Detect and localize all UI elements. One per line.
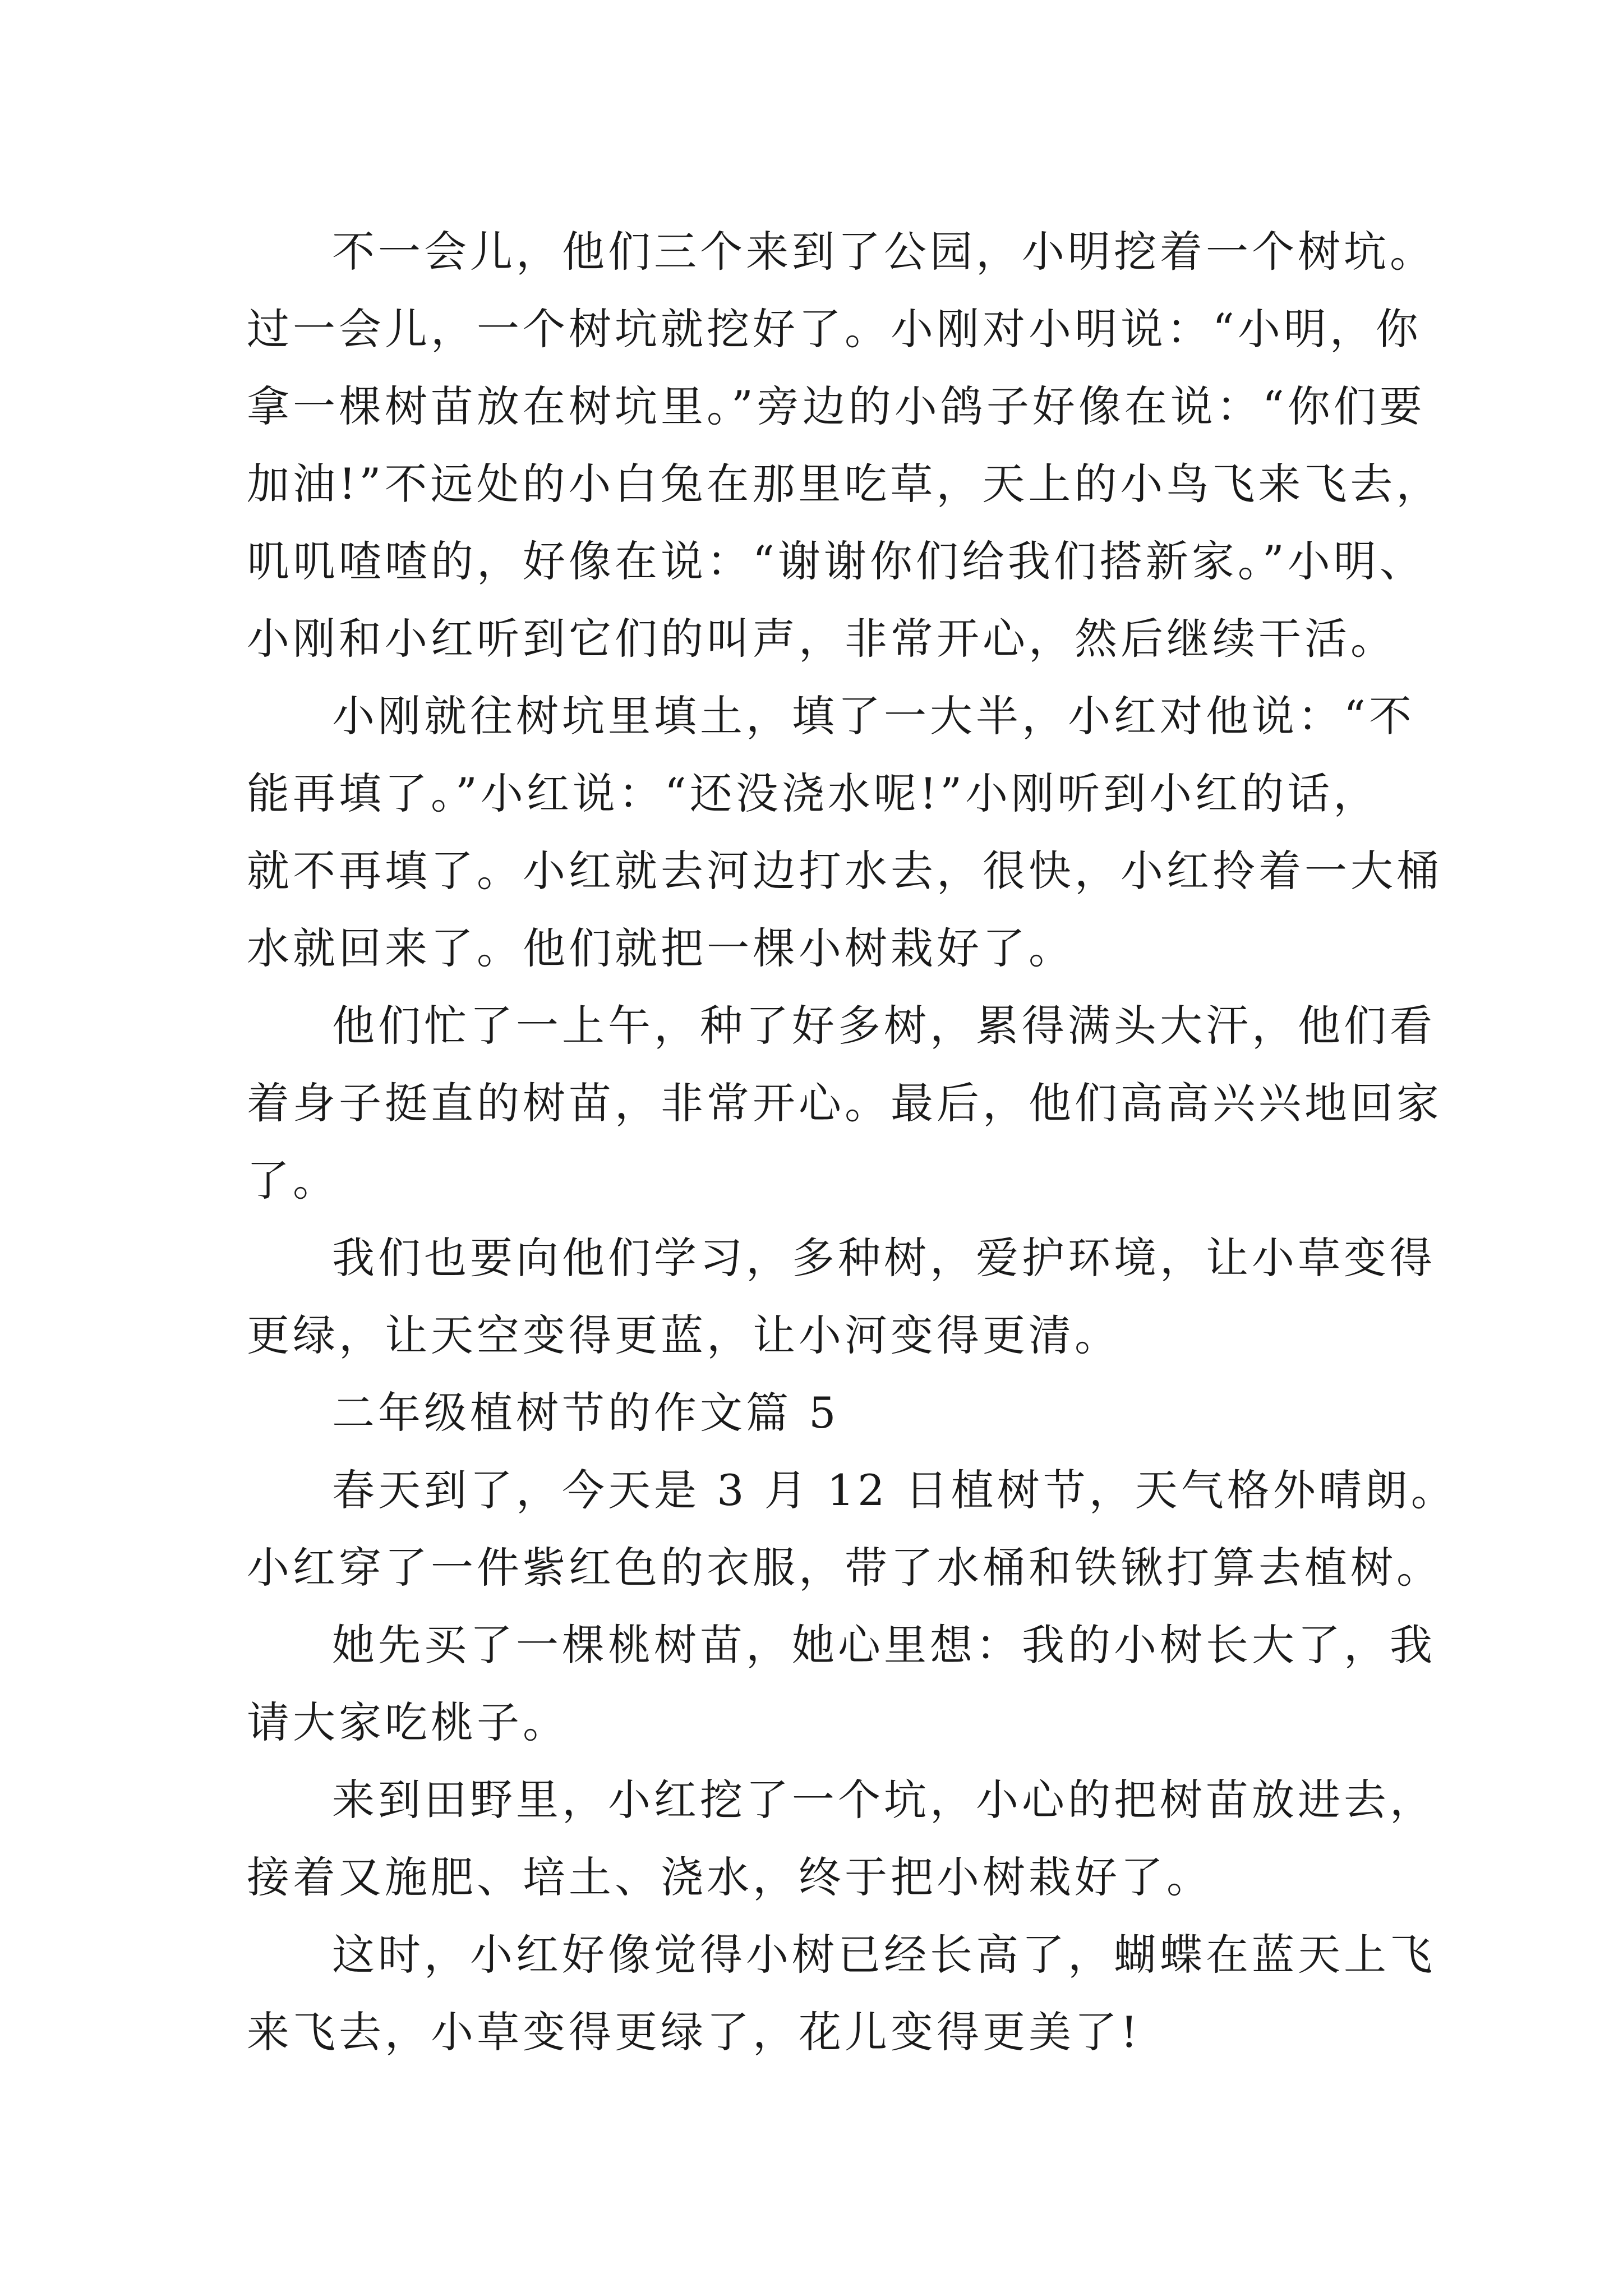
text-line: 小刚就往树坑里填土，填了一大半，小红对他说：“不 — [332, 691, 1415, 741]
text-line: 叽叽喳喳的，好像在说：“谢谢你们给我们搭新家。”小明、 — [247, 536, 1426, 586]
text-line: 小红穿了一件紫红色的衣服，带了水桶和铁锹打算去植树。 — [247, 1543, 1442, 1593]
paragraph-3 — [247, 987, 1442, 1220]
text-line: 来到田野里，小红挖了一个坑，小心的把树苗放进去， — [332, 1775, 1436, 1825]
text-line: 更绿，让天空变得更蓝，让小河变得更清。 — [247, 1310, 1121, 1360]
paragraph-8 — [247, 1916, 1436, 2071]
text-line: 接着又施肥、培土、浇水，终于把小树栽好了。 — [247, 1852, 1212, 1902]
paragraph-7 — [247, 1761, 1436, 1916]
text-line: 他们忙了一上午，种了好多树，累得满头大汗，他们看 — [332, 1001, 1436, 1051]
paragraph-4 — [247, 1220, 1436, 1374]
text-line: 我们也要向他们学习，多种树，爱护环境，让小草变得 — [332, 1233, 1436, 1283]
essay-title: 二年级植树节的作文篇 5 — [332, 1388, 840, 1438]
paragraph-2 — [247, 678, 1442, 987]
text-line: 小刚和小红听到它们的叫声，非常开心，然后继续干活。 — [247, 614, 1396, 664]
section-heading — [247, 1374, 1396, 1452]
document-body — [247, 213, 1457, 2071]
text-line: 春天到了，今天是 3 月 12 日植树节，天气格外晴朗。 — [332, 1465, 1457, 1515]
text-line: 这时，小红好像觉得小树已经长高了，蝴蝶在蓝天上飞 — [332, 1930, 1436, 1980]
paragraph-5 — [247, 1452, 1457, 1607]
text-line: 来飞去，小草变得更绿了，花儿变得更美了! — [247, 2007, 1141, 2057]
text-line: 着身子挺直的树苗，非常开心。最后，他们高高兴兴地回家 — [247, 1078, 1442, 1128]
text-line: 水就回来了。他们就把一棵小树栽好了。 — [247, 923, 1075, 973]
text-line: 就不再填了。小红就去河边打水去，很快，小红拎着一大桶 — [247, 846, 1442, 896]
text-line: 了。 — [247, 1156, 339, 1205]
text-line: 能再填了。”小红说：“还没浇水呢!”小刚听到小红的话， — [247, 769, 1380, 818]
text-line: 她先买了一棵桃树苗，她心里想：我的小树长大了，我 — [332, 1620, 1436, 1670]
text-line: 请大家吃桃子。 — [247, 1697, 569, 1747]
text-line: 拿一棵树苗放在树坑里。”旁边的小鸽子好像在说：“你们要 — [247, 381, 1426, 431]
text-line: 不一会儿，他们三个来到了公园，小明挖着一个树坑。 — [332, 227, 1436, 277]
paragraph-1 — [247, 213, 1442, 678]
text-line: 加油!”不远处的小白兔在那里吃草，天上的小鸟飞来飞去， — [247, 459, 1442, 509]
text-line: 过一会儿，一个树坑就挖好了。小刚对小明说：“小明，你 — [247, 304, 1422, 354]
paragraph-6 — [247, 1607, 1436, 1761]
